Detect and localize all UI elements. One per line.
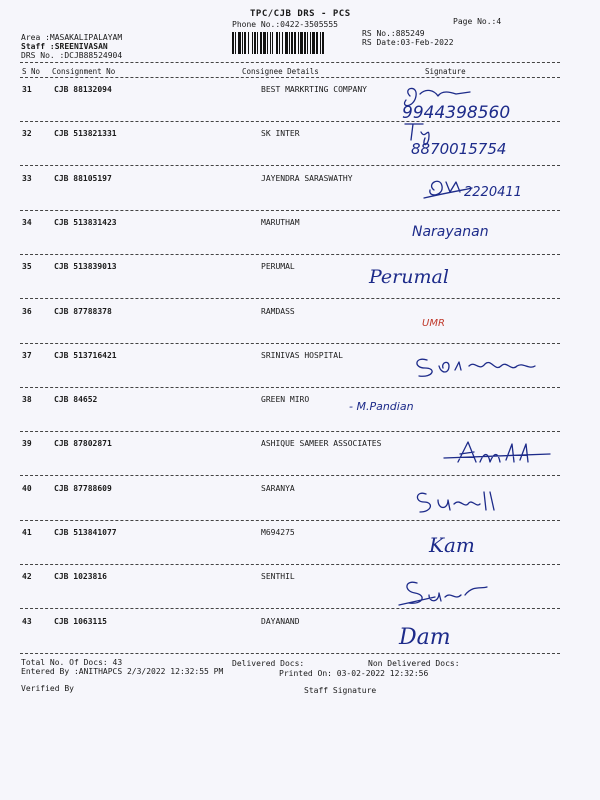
row-divider xyxy=(20,431,560,432)
row-serial-number: 32 xyxy=(22,129,32,138)
page-number: Page No.:4 xyxy=(453,17,502,26)
total-docs: Total No. Of Docs: 43 xyxy=(21,658,123,667)
signature-33-text: 2220411 xyxy=(464,185,522,200)
row-consignment-number: CJB 84652 xyxy=(54,395,98,404)
signature-37 xyxy=(405,350,555,382)
row-consignment-number: CJB 513716421 xyxy=(54,351,117,360)
row-divider xyxy=(20,653,560,654)
row-consignment-number: CJB 1023816 xyxy=(54,572,107,581)
row-consignee-name: ASHIQUE SAMEER ASSOCIATES xyxy=(261,439,382,448)
row-consignee-name: SRINIVAS HOSPITAL xyxy=(261,351,343,360)
signature-39 xyxy=(440,438,560,468)
column-header-signature: Signature xyxy=(425,67,466,76)
row-consignee-name: SENTHIL xyxy=(261,572,295,581)
row-divider xyxy=(20,165,560,166)
signature-36 xyxy=(418,310,478,332)
signature-32 xyxy=(395,118,565,162)
row-serial-number: 40 xyxy=(22,484,32,493)
row-consignment-number: CJB 87788609 xyxy=(54,484,112,493)
drs-number: DRS No. :DCJB88524904 xyxy=(21,51,123,60)
row-consignee-name: GREEN MIRO xyxy=(261,395,310,404)
row-serial-number: 41 xyxy=(22,528,32,537)
row-consignment-number: CJB 87788378 xyxy=(54,307,112,316)
row-consignment-number: CJB 88105197 xyxy=(54,174,112,183)
row-consignee-name: M694275 xyxy=(261,528,295,537)
row-serial-number: 35 xyxy=(22,262,32,271)
printed-on: Printed On: 03-02-2022 12:32:56 xyxy=(279,669,429,678)
row-serial-number: 42 xyxy=(22,572,32,581)
signature-32-text: 8870015754 xyxy=(411,140,507,158)
signature-35 xyxy=(365,255,505,297)
row-consignment-number: CJB 513841077 xyxy=(54,528,117,537)
signature-43-text: Dam xyxy=(399,625,451,650)
staff-signature: Staff Signature xyxy=(304,686,377,695)
row-serial-number: 36 xyxy=(22,307,32,316)
signature-42 xyxy=(395,575,505,611)
row-serial-number: 33 xyxy=(22,174,32,183)
row-consignment-number: CJB 513821331 xyxy=(54,129,117,138)
row-consignment-number: CJB 87802871 xyxy=(54,439,112,448)
entered-by: Entered By :ANITHAPCS 2/3/2022 12:32:55 PM xyxy=(21,667,224,676)
row-divider xyxy=(20,387,560,388)
row-serial-number: 43 xyxy=(22,617,32,626)
delivered-docs: Delivered Docs: xyxy=(232,659,305,668)
column-header-consignee: Consignee Details xyxy=(242,67,319,76)
row-consignment-number: CJB 513839013 xyxy=(54,262,117,271)
row-divider xyxy=(20,298,560,299)
row-divider xyxy=(20,343,560,344)
signature-34-text: Narayanan xyxy=(412,224,489,240)
signature-33 xyxy=(420,170,560,210)
column-header-consignment: Consignment No xyxy=(52,67,116,76)
row-consignee-name: SK INTER xyxy=(261,129,300,138)
rs-number: RS No.:885249 xyxy=(362,29,425,38)
signature-40 xyxy=(410,484,530,516)
row-consignee-name: JAYENDRA SARASWATHY xyxy=(261,174,353,183)
signature-41-text: Kam xyxy=(429,533,475,557)
signature-38-text: - M.Pandian xyxy=(349,400,414,413)
row-consignment-number: CJB 1063115 xyxy=(54,617,107,626)
verified-by: Verified By xyxy=(21,684,74,693)
row-divider xyxy=(20,564,560,565)
column-header-sno: S No xyxy=(22,67,41,76)
phone-number: Phone No.:0422-3505555 xyxy=(232,20,338,29)
row-serial-number: 39 xyxy=(22,439,32,448)
row-consignment-number: CJB 513831423 xyxy=(54,218,117,227)
row-consignee-name: BEST MARKRTING COMPANY xyxy=(261,85,367,94)
document-title: TPC/CJB DRS - PCS xyxy=(250,9,351,19)
row-consignee-name: RAMDASS xyxy=(261,307,295,316)
non-delivered-docs: Non Delivered Docs: xyxy=(368,659,460,668)
signature-43 xyxy=(395,616,515,652)
rs-date: RS Date:03-Feb-2022 xyxy=(362,38,454,47)
barcode-bar xyxy=(324,32,325,54)
row-divider xyxy=(20,520,560,521)
staff-label: Staff :SREENIVASAN xyxy=(21,42,108,51)
signature-31-text: 9944398560 xyxy=(402,103,511,123)
signature-34 xyxy=(408,212,538,248)
divider xyxy=(20,62,560,63)
signature-36-text: UMR xyxy=(422,318,445,329)
row-serial-number: 37 xyxy=(22,351,32,360)
row-consignee-name: SARANYA xyxy=(261,484,295,493)
signature-35-text: Perumal xyxy=(369,266,449,288)
signature-38 xyxy=(345,390,455,418)
row-consignee-name: PERUMAL xyxy=(261,262,295,271)
signature-41 xyxy=(425,528,535,560)
row-serial-number: 31 xyxy=(22,85,32,94)
row-divider xyxy=(20,210,560,211)
row-serial-number: 38 xyxy=(22,395,32,404)
row-consignee-name: MARUTHAM xyxy=(261,218,300,227)
row-serial-number: 34 xyxy=(22,218,32,227)
row-divider xyxy=(20,475,560,476)
area-label: Area :MASAKALIPALAYAM xyxy=(21,33,123,42)
row-consignee-name: DAYANAND xyxy=(261,617,300,626)
barcode xyxy=(232,32,358,54)
row-consignment-number: CJB 88132094 xyxy=(54,85,112,94)
